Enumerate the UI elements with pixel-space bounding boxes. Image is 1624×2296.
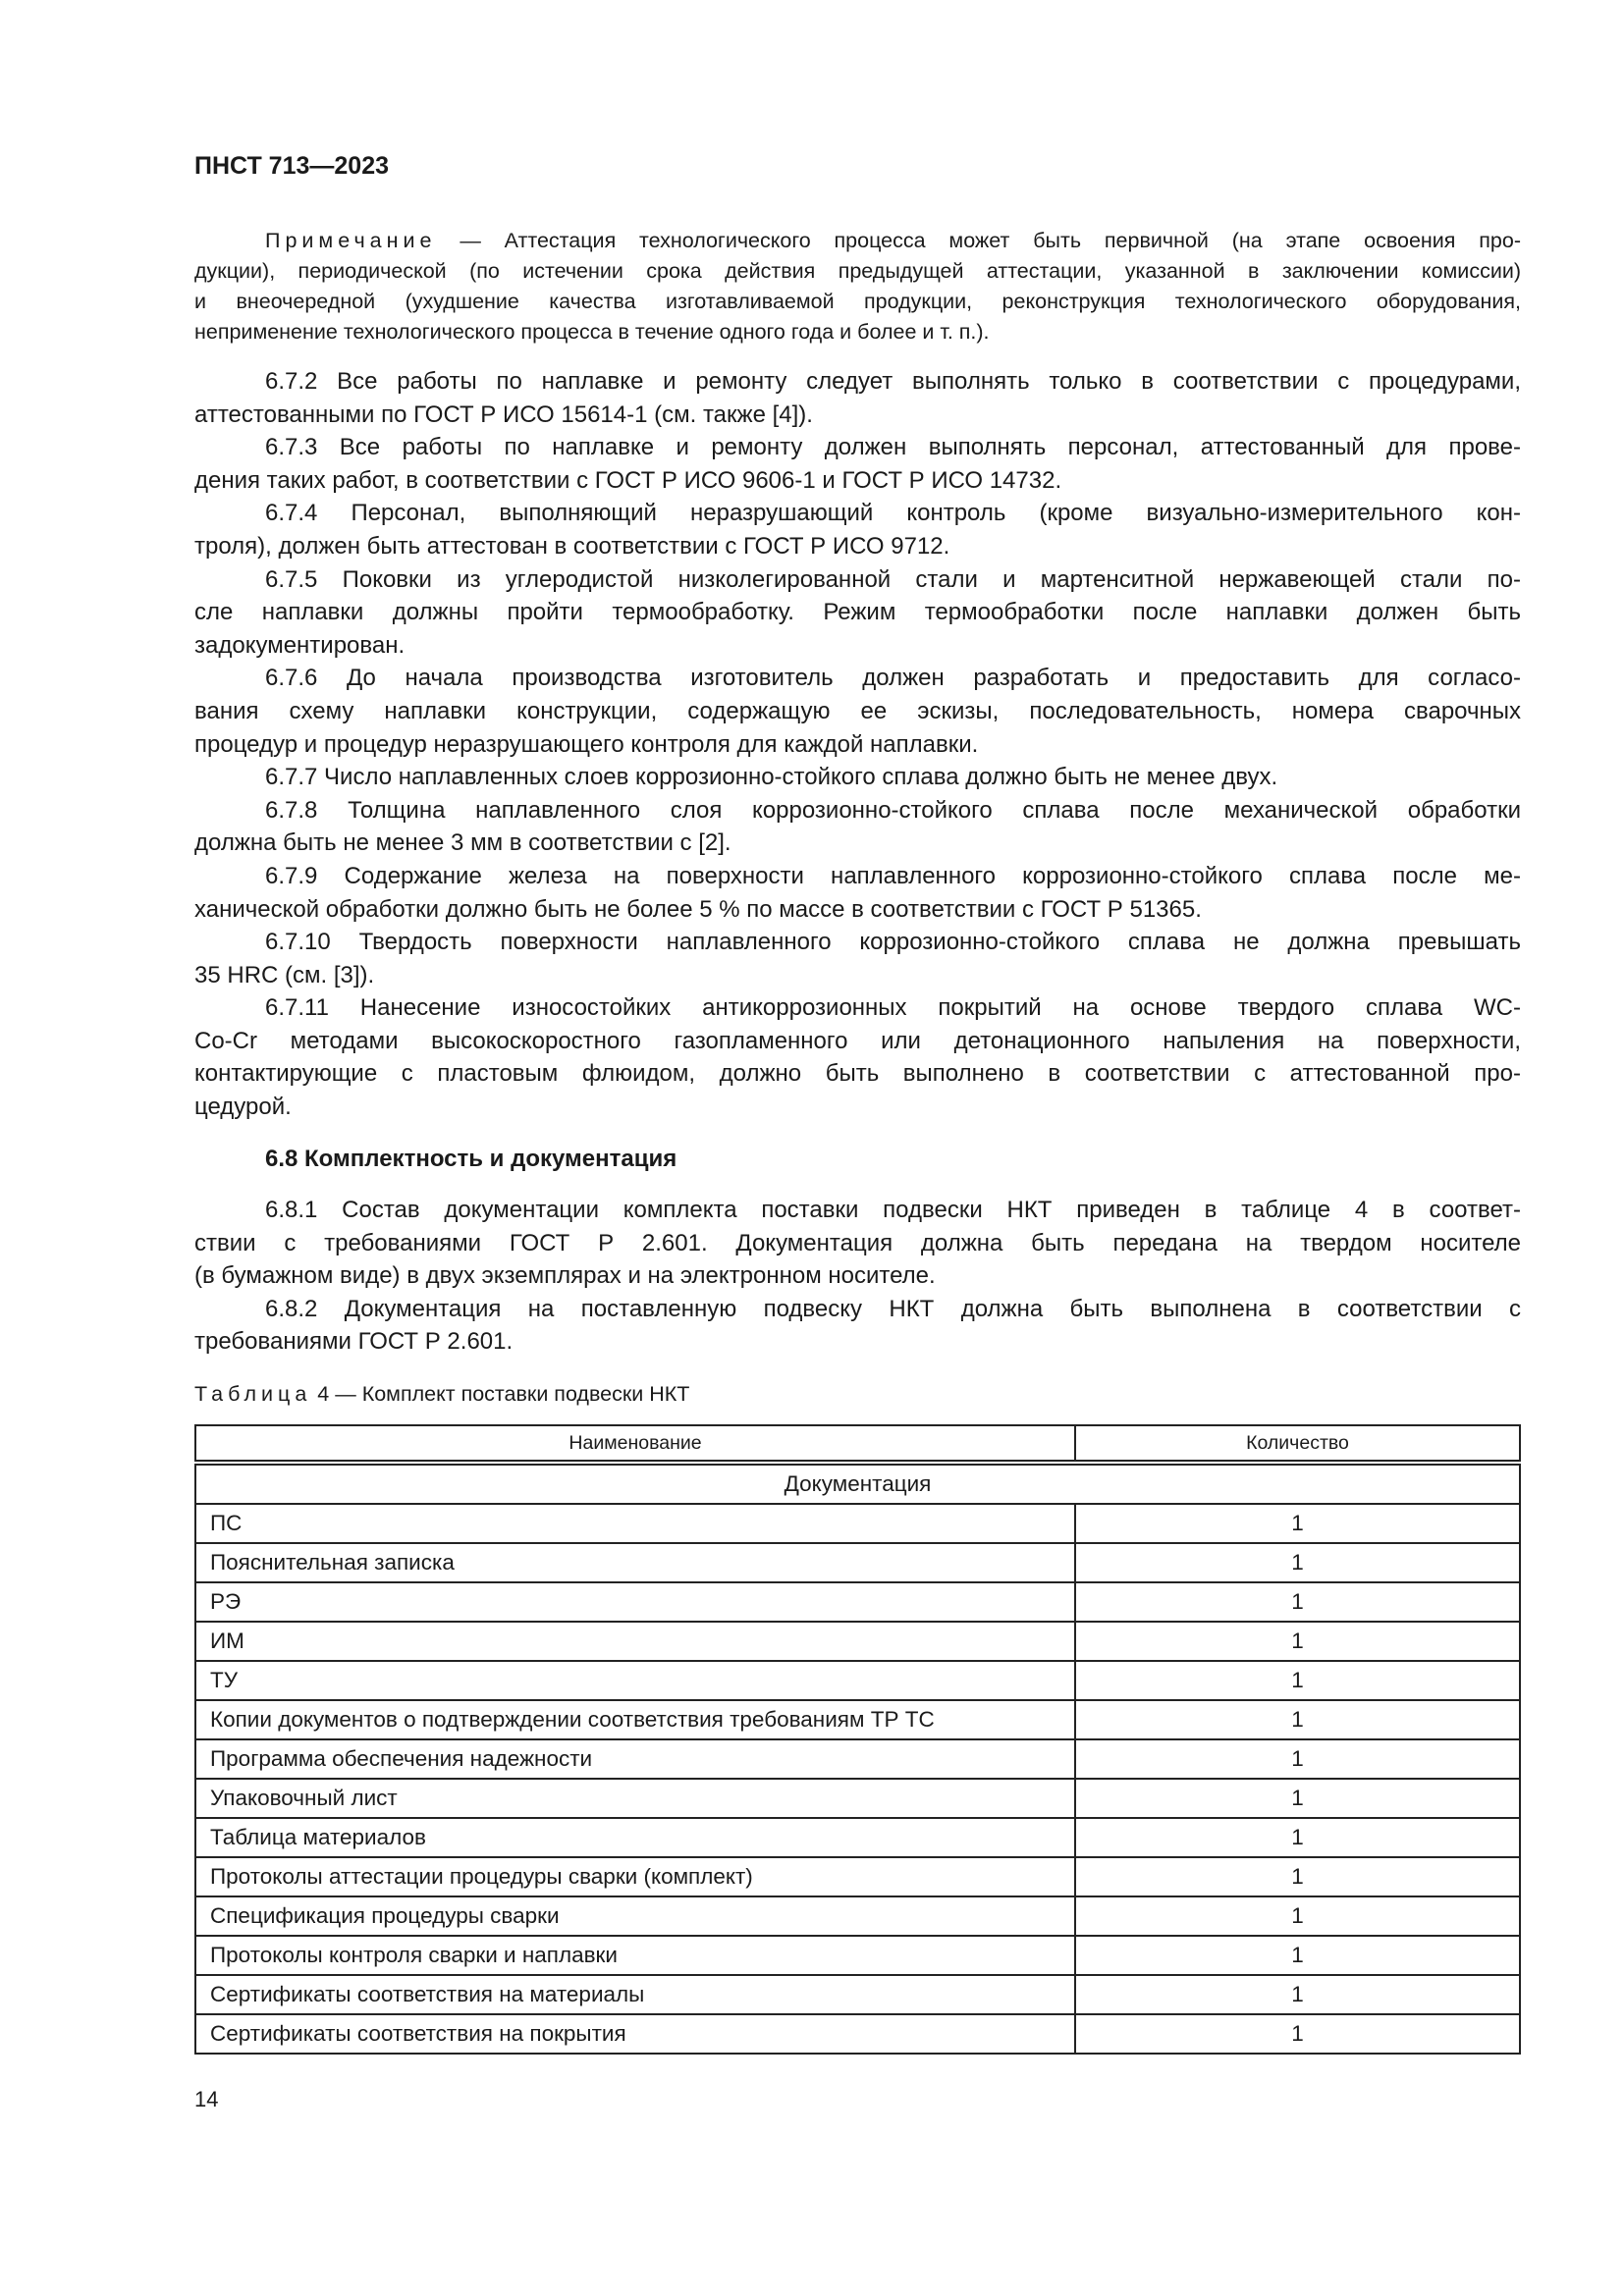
paragraph-line: 35 HRC (см. [3]).: [194, 961, 375, 988]
section-heading: 6.8 Комплектность и документация: [265, 1146, 677, 1172]
paragraph-line: контактирующие с пластовым флюидом, должно быть выполнено в соответствии с аттестованной про-: [194, 1060, 1521, 1088]
cell-quantity: 1: [1075, 1504, 1520, 1543]
cell-quantity: 1: [1075, 1622, 1520, 1661]
paragraph-line: дения таких работ, в соответствии с ГОСТ Р ИСО 9606-1 и ГОСТ Р ИСО 14732.: [194, 466, 1062, 494]
paragraph-line: 6.7.7 Число наплавленных слоев коррозионно-стойкого сплава должно быть не менее двух.: [265, 764, 1278, 791]
paragraph-line: 6.7.3 Все работы по наплавке и ремонту должен выполнять персонал, аттестованный для прове-: [265, 434, 1521, 461]
note: [194, 226, 1521, 347]
cell-name: Протоколы аттестации процедуры сварки (комплект): [195, 1857, 1075, 1896]
cell-quantity: 1: [1075, 1739, 1520, 1779]
note-line-text: — Аттестация технологического процесса может быть первичной (на этапе освоения про-: [460, 229, 1522, 252]
cell-quantity: 1: [1075, 2014, 1520, 2054]
table-row: [195, 1582, 1520, 1622]
cell-name: Программа обеспечения надежности: [195, 1739, 1075, 1779]
cell-quantity: 1: [1075, 1936, 1520, 1975]
cell-name: ИМ: [195, 1622, 1075, 1661]
table-row: [195, 1857, 1520, 1896]
paragraph-line: процедур и процедур неразрушающего контроля для каждой наплавки.: [194, 730, 979, 758]
table-group-row: [195, 1463, 1520, 1504]
paragraph-line: 6.7.5 Поковки из углеродистой низколегированной стали и мартенситной нержавеющей стали по-: [265, 565, 1521, 593]
table-caption: [194, 1382, 689, 1407]
paragraph-line: 6.7.10 Твердость поверхности наплавленного коррозионно-стойкого сплава не должна превышать: [265, 929, 1521, 956]
cell-name: Таблица материалов: [195, 1818, 1075, 1857]
cell-quantity: 1: [1075, 1543, 1520, 1582]
cell-name: Пояснительная записка: [195, 1543, 1075, 1582]
table-caption-text: 4 — Комплект поставки подвески НКТ: [317, 1382, 690, 1406]
paragraph-line: аттестованными по ГОСТ Р ИСО 15614-1 (см. также [4]).: [194, 400, 813, 428]
table-row: [195, 1936, 1520, 1975]
paragraph-line: должна быть не менее 3 мм в соответствии с [2].: [194, 829, 731, 857]
paragraph-line: 6.7.11 Нанесение износостойких антикоррозионных покрытий на основе твердого сплава WC-: [265, 994, 1521, 1022]
cell-name: Сертификаты соответствия на покрытия: [195, 2014, 1075, 2054]
cell-quantity: 1: [1075, 1779, 1520, 1818]
header-quantity: Количество: [1075, 1425, 1520, 1463]
document-header: ПНСТ 713—2023: [194, 152, 389, 180]
cell-name: Сертификаты соответствия на материалы: [195, 1975, 1075, 2014]
table-row: [195, 1896, 1520, 1936]
cell-quantity: 1: [1075, 1857, 1520, 1896]
table-header-row: [195, 1425, 1520, 1463]
group-documentation: Документация: [195, 1463, 1520, 1504]
table-row: [195, 2014, 1520, 2054]
section-6-7-paragraphs: [194, 365, 1521, 1124]
paragraph-line: задокументирован.: [194, 631, 406, 659]
paragraph-line: требованиями ГОСТ Р 2.601.: [194, 1328, 514, 1356]
table-row: [195, 1700, 1520, 1739]
paragraph-line: Co-Cr методами высокоскоростного газопламенного или детонационного напыления на поверхности,: [194, 1027, 1521, 1054]
table-row: [195, 1975, 1520, 2014]
paragraph-line: 6.7.4 Персонал, выполняющий неразрушающий контроль (кроме визуально-измерительного кон-: [265, 500, 1521, 527]
cell-name: Копии документов о подтверждении соответствия требованиям ТР ТС: [195, 1700, 1075, 1739]
cell-name: Спецификация процедуры сварки: [195, 1896, 1075, 1936]
note-line: дукции), периодической (по истечении срока действия предыдущей аттестации, указанной в заключении комиссии): [194, 259, 1521, 283]
note-line: и внеочередной (ухудшение качества изготавливаемой продукции, реконструкция технологического оборудования,: [194, 290, 1521, 313]
paragraph-line: 6.7.2 Все работы по наплавке и ремонту следует выполнять только в соответствии с процедурами,: [265, 368, 1521, 395]
cell-quantity: 1: [1075, 1700, 1520, 1739]
paragraph-line: ствии с требованиями ГОСТ Р 2.601. Документация должна быть передана на твердом носителе: [194, 1229, 1521, 1256]
cell-quantity: 1: [1075, 1975, 1520, 2014]
cell-name: ТУ: [195, 1661, 1075, 1700]
note-line: [194, 226, 1521, 256]
paragraph-line: ханической обработки должно быть не более 5 % по массе в соответствии с ГОСТ Р 51365.: [194, 895, 1202, 923]
paragraph-line: сле наплавки должны пройти термообработку. Режим термообработки после наплавки должен быть: [194, 599, 1521, 626]
table-row: [195, 1779, 1520, 1818]
cell-name: РЭ: [195, 1582, 1075, 1622]
paragraph-line: цедурой.: [194, 1094, 292, 1121]
cell-quantity: 1: [1075, 1818, 1520, 1857]
paragraph-line: (в бумажном виде) в двух экземплярах и на электронном носителе.: [194, 1262, 936, 1290]
cell-quantity: 1: [1075, 1582, 1520, 1622]
paragraph-line: 6.8.2 Документация на поставленную подвеску НКТ должна быть выполнена в соответствии с: [265, 1295, 1521, 1322]
cell-name: Протоколы контроля сварки и наплавки: [195, 1936, 1075, 1975]
section-6-8-paragraphs: [194, 1194, 1521, 1359]
header-name: Наименование: [195, 1425, 1075, 1463]
paragraph-line: 6.7.6 До начала производства изготовитель должен разработать и предоставить для согласо-: [265, 665, 1521, 692]
paragraph-line: вания схему наплавки конструкции, содержащую ее эскизы, последовательность, номера сварочных: [194, 697, 1521, 724]
paragraph-line: 6.7.9 Содержание железа на поверхности наплавленного коррозионно-стойкого сплава после ме-: [265, 862, 1521, 889]
page-number: 14: [194, 2087, 219, 2111]
paragraph-line: 6.7.8 Толщина наплавленного слоя коррозионно-стойкого сплава после механической обработки: [265, 796, 1521, 824]
table-row: [195, 1622, 1520, 1661]
table-row: [195, 1818, 1520, 1857]
note-line: неприменение технологического процесса в течение одного года и более и т. п.).: [194, 320, 990, 344]
table-row: [195, 1543, 1520, 1582]
note-label: Примечание: [265, 229, 437, 252]
cell-quantity: 1: [1075, 1896, 1520, 1936]
cell-name: Упаковочный лист: [195, 1779, 1075, 1818]
delivery-set-table: [194, 1424, 1521, 2055]
cell-name: ПС: [195, 1504, 1075, 1543]
cell-quantity: 1: [1075, 1661, 1520, 1700]
table-row: [195, 1504, 1520, 1543]
table-caption-label: Таблица: [194, 1382, 312, 1406]
table-row: [195, 1661, 1520, 1700]
table-row: [195, 1739, 1520, 1779]
paragraph-line: 6.8.1 Состав документации комплекта поставки подвески НКТ приведен в таблице 4 в соответ-: [265, 1197, 1521, 1223]
paragraph-line: троля), должен быть аттестован в соответствии с ГОСТ Р ИСО 9712.: [194, 532, 950, 560]
